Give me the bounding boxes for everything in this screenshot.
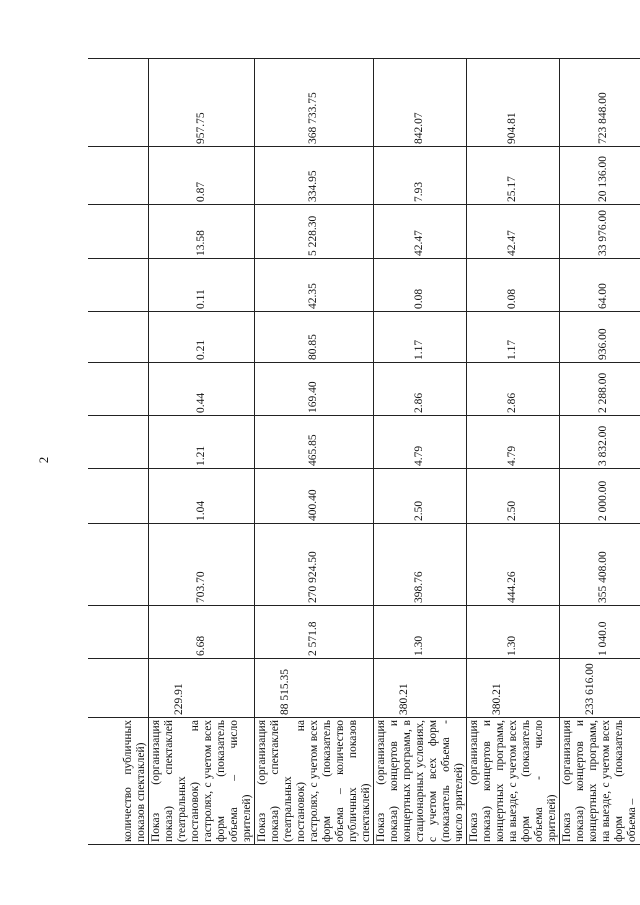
- table-cell: 2.86: [373, 363, 466, 416]
- table-cell: 957.75: [148, 59, 254, 147]
- table-cell: 703.70: [148, 524, 254, 606]
- table-cell: 723 848.00: [559, 59, 640, 147]
- table-cell: 233 616.00: [559, 659, 640, 718]
- table-cell: 0.44: [148, 363, 254, 416]
- table-cell: 33 976.00: [559, 205, 640, 259]
- table-cell: [88, 659, 148, 718]
- row-description: Показ (организация показа) концертов и концертных программ, на выезде, с учетом всех форм (показатель объема - число зрителей): [466, 718, 559, 845]
- table-cell: 380.21: [373, 659, 466, 718]
- table-row: [148, 59, 254, 845]
- table-cell: [88, 363, 148, 416]
- table-cell: [88, 416, 148, 469]
- table-cell: 4.79: [373, 416, 466, 469]
- table-cell: 380.21: [466, 659, 559, 718]
- rotated-table-container: [88, 59, 638, 845]
- table-cell: 842.07: [373, 59, 466, 147]
- table-cell: 398.76: [373, 524, 466, 606]
- table-cell: 64.00: [559, 259, 640, 312]
- table-cell: 229.91: [148, 659, 254, 718]
- table-cell: 42.35: [254, 259, 373, 312]
- table-cell: 2 000.00: [559, 469, 640, 524]
- table-cell: 7.93: [373, 147, 466, 205]
- table-cell: 400.40: [254, 469, 373, 524]
- table-row: [466, 59, 559, 845]
- table-cell: 42.47: [466, 205, 559, 259]
- table-cell: 334.95: [254, 147, 373, 205]
- table-row: [559, 59, 640, 845]
- table-cell: [88, 312, 148, 363]
- table-row: [88, 59, 148, 845]
- table-cell: [88, 59, 148, 147]
- table-cell: 0.87: [148, 147, 254, 205]
- table-cell: 25.17: [466, 147, 559, 205]
- row-description: Показ (организация показа) спектаклей (театральных постановок) на гастролях, с учетом всех форм (показатель объема – количество публичных показов спектаклей): [254, 718, 373, 845]
- table-cell: 2.86: [466, 363, 559, 416]
- table-cell: [88, 606, 148, 659]
- table-cell: 1.04: [148, 469, 254, 524]
- table-cell: 13.58: [148, 205, 254, 259]
- table-cell: 270 924.50: [254, 524, 373, 606]
- table-row: [254, 59, 373, 845]
- row-description: Показ (организация показа) концертов и концертных программ, в стационарных условиях, с учетом всех форм (показатель объема - число зрителей): [373, 718, 466, 845]
- table-cell: 0.08: [373, 259, 466, 312]
- table-cell: 4.79: [466, 416, 559, 469]
- table-cell: [88, 524, 148, 606]
- table-cell: 5 228.30: [254, 205, 373, 259]
- table-cell: 42.47: [373, 205, 466, 259]
- table-cell: 88 515.35: [254, 659, 373, 718]
- table-cell: 444.26: [466, 524, 559, 606]
- table-cell: 169.40: [254, 363, 373, 416]
- page-number: 2: [36, 456, 51, 464]
- table-cell: 2 571.8: [254, 606, 373, 659]
- table-cell: 936.00: [559, 312, 640, 363]
- table-cell: 1.17: [466, 312, 559, 363]
- table-cell: 1 040.0: [559, 606, 640, 659]
- table-cell: 0.08: [466, 259, 559, 312]
- table-cell: [88, 147, 148, 205]
- table-cell: 904.81: [466, 59, 559, 147]
- table-cell: 0.21: [148, 312, 254, 363]
- budget-table: [88, 58, 640, 845]
- table-cell: 1.30: [466, 606, 559, 659]
- table-cell: 0.11: [148, 259, 254, 312]
- table-row: [373, 59, 466, 845]
- table-cell: 2 288.00: [559, 363, 640, 416]
- row-description: Показ (организация показа) концертов и концертных программ, на выезде, с учетом всех форм (показатель объема –: [559, 718, 640, 845]
- table-cell: 3 832.00: [559, 416, 640, 469]
- table-cell: 1.17: [373, 312, 466, 363]
- table-cell: 20 136.00: [559, 147, 640, 205]
- table-cell: 355 408.00: [559, 524, 640, 606]
- row-description: Показ (организация показа) спектаклей (театральных постановок) на гастролях, с учетом всех форм (показатель объема – число зрителей): [148, 718, 254, 845]
- table-cell: 80.85: [254, 312, 373, 363]
- table-cell: 368 733.75: [254, 59, 373, 147]
- table-cell: 6.68: [148, 606, 254, 659]
- table-cell: 465.85: [254, 416, 373, 469]
- row-description: количество публичных показов спектаклей): [88, 718, 148, 845]
- table-cell: [88, 259, 148, 312]
- table-cell: 2.50: [466, 469, 559, 524]
- table-cell: 2.50: [373, 469, 466, 524]
- table-cell: [88, 469, 148, 524]
- table-cell: [88, 205, 148, 259]
- table-cell: 1.30: [373, 606, 466, 659]
- table-cell: 1.21: [148, 416, 254, 469]
